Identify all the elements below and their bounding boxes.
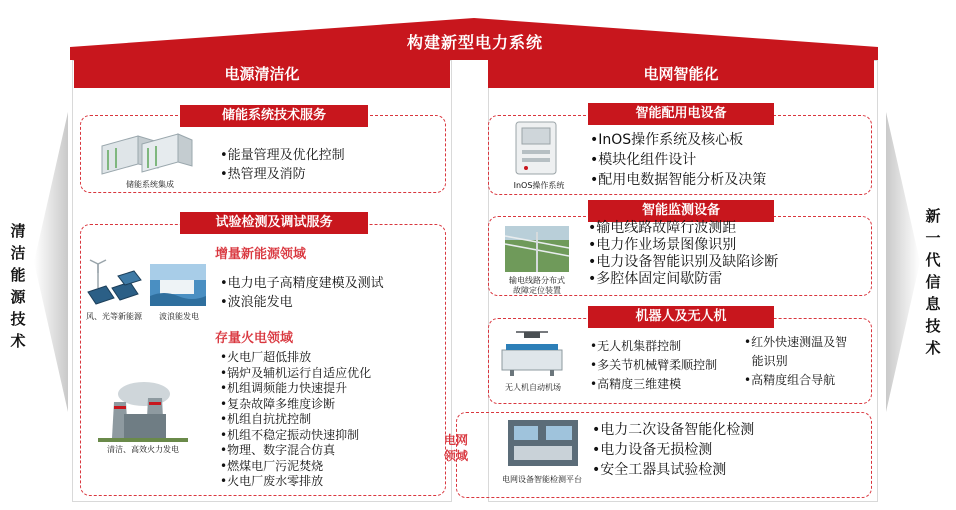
list-item: •无人机集群控制 bbox=[590, 339, 682, 353]
distribution-list bbox=[590, 130, 766, 190]
thermal-caption: 清洁、高效火力发电 bbox=[107, 445, 179, 454]
line-monitor-image bbox=[505, 226, 569, 272]
distribution-caption: InOS操作系统 bbox=[513, 181, 565, 190]
distribution-tag: 智能配用电设备 bbox=[588, 103, 774, 125]
list-item: •燃煤电厂污泥焚烧 bbox=[220, 458, 324, 473]
storage-container-image bbox=[98, 128, 194, 178]
robots-caption: 无人机自动机场 bbox=[505, 383, 561, 392]
grid-field-label: 电网 领域 bbox=[443, 433, 468, 463]
new-energy-list bbox=[220, 274, 384, 312]
list-item: •物理、数字混合仿真 bbox=[220, 443, 336, 457]
robots-list-left bbox=[590, 337, 717, 394]
list-item: •高精度组合导航 bbox=[744, 373, 836, 387]
list-item: •电力设备智能识别及缺陷诊断 bbox=[588, 254, 779, 270]
right-side-label: 新 一 代 信 息 技 术 bbox=[925, 207, 941, 357]
list-item: •电力设备无损检测 bbox=[592, 442, 713, 458]
list-item: •InOS操作系统及核心板 bbox=[590, 132, 744, 148]
testing-tag: 试验检测及调试服务 bbox=[180, 212, 368, 234]
list-item: •火电厂废水零排放 bbox=[220, 474, 324, 488]
list-item: •能量管理及优化控制 bbox=[220, 148, 345, 163]
new-energy-title: 增量新能源领域 bbox=[215, 247, 307, 262]
list-item: •电力作业场景图像识别 bbox=[588, 237, 737, 253]
storage-tag: 储能系统技术服务 bbox=[180, 105, 368, 127]
thermal-list bbox=[220, 350, 371, 490]
left-side-arrow bbox=[34, 112, 68, 412]
list-item: 能识别 bbox=[744, 354, 788, 368]
list-item: •高精度三维建模 bbox=[590, 377, 682, 391]
list-item: •波浪能发电 bbox=[220, 295, 293, 310]
list-item: •安全工器具试验检测 bbox=[592, 462, 727, 478]
new-energy-caption-1: 风、光等新能源 bbox=[86, 312, 142, 321]
list-item: •热管理及消防 bbox=[220, 167, 306, 182]
list-item: •输电线路故障行波测距 bbox=[588, 220, 737, 236]
list-item: •锅炉及辅机运行自适应优化 bbox=[220, 365, 372, 380]
robots-list-right bbox=[744, 333, 847, 390]
drone-airport-image bbox=[496, 328, 568, 376]
list-item: •配用电数据智能分析及决策 bbox=[590, 172, 767, 188]
right-side-arrow bbox=[886, 112, 920, 412]
grid-field-list bbox=[592, 420, 754, 480]
monitoring-tag: 智能监测设备 bbox=[588, 200, 774, 222]
wave-energy-image bbox=[150, 264, 206, 306]
list-item: •电力二次设备智能化检测 bbox=[592, 422, 755, 438]
list-item: •火电厂超低排放 bbox=[220, 350, 312, 364]
list-item: •复杂故障多维度诊断 bbox=[220, 396, 336, 411]
new-energy-caption-2: 波浪能发电 bbox=[159, 312, 199, 321]
solar-wind-image bbox=[84, 258, 146, 306]
monitoring-caption: 输电线路分布式 故障定位装置 bbox=[509, 276, 565, 295]
list-item: •多腔体固定间歇防雷 bbox=[588, 271, 723, 287]
list-item: •机组自抗扰控制 bbox=[220, 412, 312, 426]
grid-field-caption: 电网设备智能检测平台 bbox=[502, 475, 582, 484]
list-item: •机组不稳定振动快速抑制 bbox=[220, 427, 360, 442]
left-side-label: 清 洁 能 源 技 术 bbox=[10, 222, 26, 350]
list-item: •电力电子高精度建模及测试 bbox=[220, 276, 384, 291]
list-item: •红外快速测温及智 bbox=[744, 335, 848, 349]
page-title: 构建新型电力系统 bbox=[406, 33, 543, 52]
thermal-title: 存量火电领域 bbox=[215, 331, 294, 346]
list-item: •多关节机械臂柔顺控制 bbox=[590, 358, 718, 372]
storage-list bbox=[220, 146, 345, 184]
list-item: •模块化组件设计 bbox=[590, 152, 697, 168]
storage-caption: 储能系统集成 bbox=[126, 180, 174, 189]
list-item: •机组调频能力快速提升 bbox=[220, 381, 348, 395]
robots-tag: 机器人及无人机 bbox=[588, 306, 774, 328]
inos-device-image bbox=[512, 120, 560, 176]
test-platform-image bbox=[508, 420, 578, 466]
monitoring-list bbox=[588, 220, 778, 288]
grid-header: 电网智能化 bbox=[488, 60, 874, 88]
thermal-plant-image bbox=[98, 380, 188, 442]
clean-header: 电源清洁化 bbox=[74, 60, 450, 88]
